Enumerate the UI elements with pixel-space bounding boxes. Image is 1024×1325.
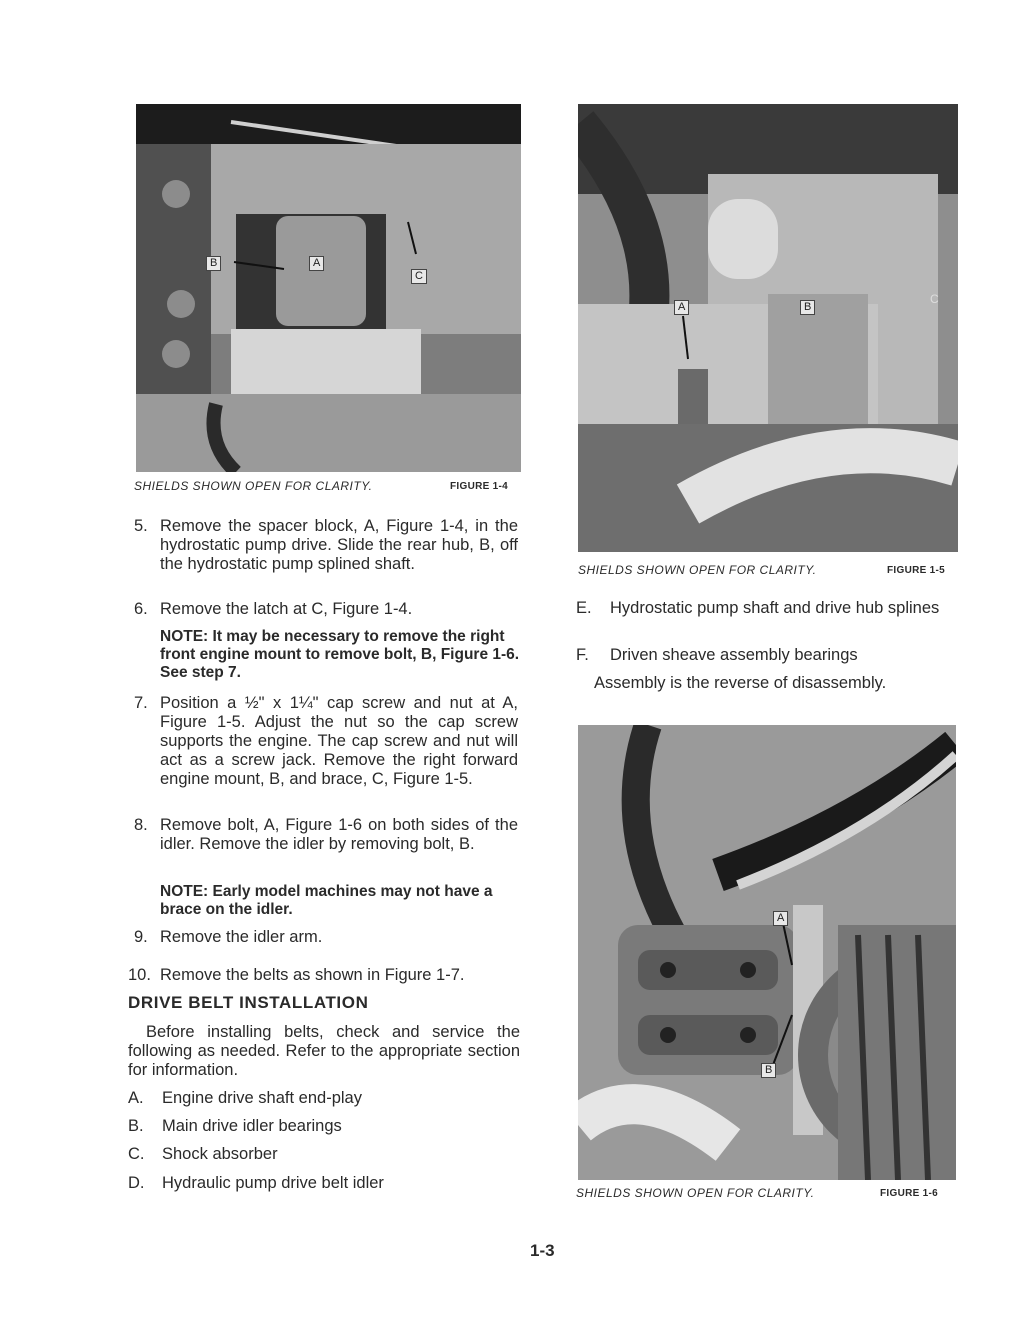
step-number: 10. bbox=[128, 966, 151, 984]
fig-1-6-callout-b: B bbox=[761, 1063, 776, 1078]
item-letter: B. bbox=[128, 1117, 144, 1135]
page-number: 1-3 bbox=[530, 1241, 555, 1260]
assembly-note: Assembly is the reverse of disassembly. bbox=[594, 674, 887, 692]
step-number: 6. bbox=[134, 600, 148, 618]
figure-1-4-photo bbox=[136, 104, 521, 472]
fig-1-4-callout-a: A bbox=[309, 256, 324, 271]
item-text: Driven sheave assembly bearings bbox=[610, 646, 858, 664]
item-letter: E. bbox=[576, 599, 592, 617]
item-text: Hydrostatic pump shaft and drive hub splines bbox=[610, 599, 940, 617]
item-letter: D. bbox=[128, 1174, 145, 1192]
fig-1-6-callout-a: A bbox=[773, 911, 788, 926]
item-letter: A. bbox=[128, 1089, 144, 1107]
figure-1-5-label: FIGURE 1-5 bbox=[887, 565, 946, 576]
figure-1-5-caption bbox=[578, 563, 968, 577]
step-text: Remove the latch at C, Figure 1-4. bbox=[160, 600, 413, 618]
item-text: Main drive idler bearings bbox=[162, 1117, 342, 1135]
figure-1-6-label: FIGURE 1-6 bbox=[880, 1188, 939, 1199]
figure-1-4-caption-text: SHIELDS SHOWN OPEN FOR CLARITY. bbox=[134, 479, 373, 493]
figure-1-4-label: FIGURE 1-4 bbox=[450, 481, 509, 492]
fig-1-4-callout-c: C bbox=[411, 269, 427, 284]
note-engine-mount: NOTE: It may be necessary to remove the right front engine mount to remove bolt, B, Figure 1-6. See step 7. bbox=[160, 628, 520, 681]
step-number: 5. bbox=[134, 517, 148, 535]
step-text: Remove bolt, A, Figure 1-6 on both sides of the idler. Remove the idler by removing bolt, B. bbox=[160, 816, 518, 853]
step-text: Position a ½" x 1¼" cap screw and nut at A, Figure 1-5. Adjust the nut so the cap screw supports the engine. The cap screw and nut will act as a screw jack. Remove the right forward engine mount, B, and brace, C, Figure 1-5. bbox=[160, 694, 518, 788]
fig-1-5-callout-a: A bbox=[674, 300, 689, 315]
section-heading: DRIVE BELT INSTALLATION bbox=[128, 993, 369, 1012]
item-letter: F. bbox=[576, 646, 589, 664]
item-text: Shock absorber bbox=[162, 1145, 278, 1163]
item-letter: C. bbox=[128, 1145, 145, 1163]
step-number: 9. bbox=[134, 928, 148, 946]
figure-1-6-caption-text: SHIELDS SHOWN OPEN FOR CLARITY. bbox=[576, 1186, 815, 1200]
note-early-model: NOTE: Early model machines may not have a brace on the idler. bbox=[160, 883, 493, 918]
item-text: Engine drive shaft end-play bbox=[162, 1089, 362, 1107]
installation-intro: Before installing belts, check and service the following as needed. Refer to the appropriate section for information. bbox=[128, 1023, 520, 1079]
step-number: 7. bbox=[134, 694, 148, 712]
fig-1-5-callout-c: C bbox=[930, 292, 939, 306]
figure-1-6-photo bbox=[578, 725, 956, 1180]
fig-1-4-callout-b: B bbox=[206, 256, 221, 271]
figure-1-5-caption-text: SHIELDS SHOWN OPEN FOR CLARITY. bbox=[578, 563, 817, 577]
figure-1-6-caption bbox=[576, 1186, 966, 1200]
fig-1-5-callout-b: B bbox=[800, 300, 815, 315]
figure-1-5-photo bbox=[578, 104, 958, 552]
step-text: Remove the spacer block, A, Figure 1-4, in the hydrostatic pump drive. Slide the rear hub, B, off the hydrostatic pump splined shaft. bbox=[160, 517, 518, 573]
step-text: Remove the idler arm. bbox=[160, 928, 323, 946]
step-text: Remove the belts as shown in Figure 1-7. bbox=[160, 966, 465, 984]
item-text: Hydraulic pump drive belt idler bbox=[162, 1174, 384, 1192]
step-number: 8. bbox=[134, 816, 148, 834]
figure-1-4-caption bbox=[134, 479, 524, 493]
